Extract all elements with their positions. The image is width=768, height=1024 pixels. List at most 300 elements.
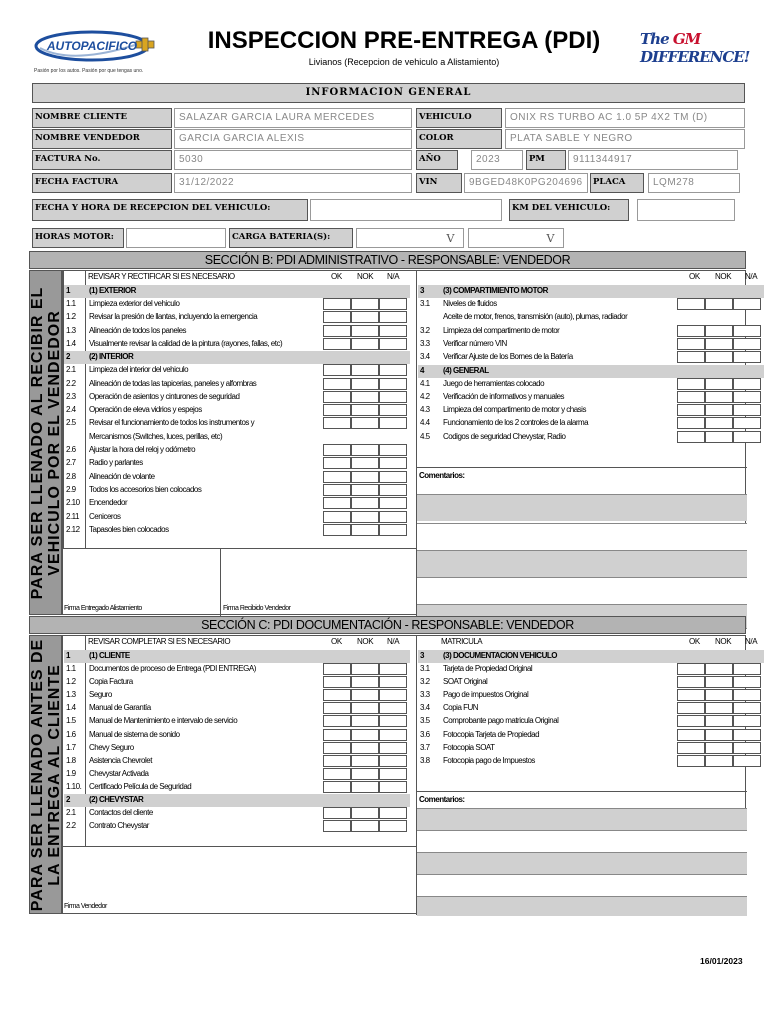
checkbox-ok[interactable] (323, 729, 351, 741)
item-label: Tarjeta de Propiedad Original (443, 664, 533, 673)
field-color[interactable]: PLATA SABLE Y NEGRO (505, 129, 745, 149)
checkbox-nok[interactable] (351, 768, 379, 780)
field-km[interactable] (637, 199, 735, 221)
field-bateria-1[interactable]: V (356, 228, 464, 248)
field-nombre-vendedor[interactable]: GARCIA GARCIA ALEXIS (174, 129, 412, 149)
column-header-ok: OK (331, 637, 342, 646)
item-number: 2.3 (66, 391, 76, 401)
checkbox-na[interactable] (379, 820, 407, 832)
comments-top-line (416, 467, 747, 468)
item-label: Copia FUN (443, 703, 479, 713)
item-label: Seguro (89, 690, 112, 700)
checkbox-na[interactable] (379, 715, 407, 727)
column-header-na: N/A (745, 637, 758, 646)
item-number: 3.3 (420, 690, 430, 700)
item-label: Radio y parlantes (89, 458, 143, 468)
checkbox-nok[interactable] (705, 325, 733, 337)
checkbox-ok[interactable] (677, 729, 705, 741)
comment-line[interactable] (417, 896, 747, 916)
item-label: Aceite de motor, frenos, transmisión (auto), plumas, radiador (443, 312, 628, 322)
field-bateria-2[interactable]: V (468, 228, 564, 248)
checkbox-ok[interactable] (677, 755, 705, 767)
checkbox-nok[interactable] (351, 311, 379, 323)
item-number: 4.3 (420, 405, 430, 415)
item-label: Limpieza del compartimento de motor (443, 325, 560, 335)
checkbox-ok[interactable] (323, 781, 351, 793)
checkbox-ok[interactable] (323, 524, 351, 536)
checkbox-na[interactable] (379, 497, 407, 509)
item-number: 1.8 (66, 755, 76, 765)
group-number: 4 (420, 365, 424, 375)
checkbox-na[interactable] (733, 351, 761, 363)
field-vin[interactable]: 9BGED48K0PG204696 (464, 173, 588, 193)
checkbox-na[interactable] (379, 755, 407, 767)
checkbox-na[interactable] (379, 729, 407, 741)
item-label: Alineación de volante (89, 471, 155, 481)
checkbox-na[interactable] (379, 404, 407, 416)
label-fecha-factura: FECHA FACTURA (32, 173, 172, 193)
item-number: 3.3 (420, 338, 430, 348)
group-title: (4) GENERAL (443, 365, 489, 375)
group-title: (1) CLIENTE (89, 651, 130, 660)
item-label: Contactos del cliente (89, 808, 153, 817)
label-carga-bateria: CARGA BATERIA(S): (229, 228, 353, 248)
checkbox-na[interactable] (379, 676, 407, 688)
group-title: (3) COMPARTIMIENTO MOTOR (443, 286, 548, 295)
item-label: Mercanismos (Switches, luces, perillas, etc) (89, 431, 223, 441)
checkbox-ok[interactable] (323, 364, 351, 376)
checkbox-nok[interactable] (705, 378, 733, 390)
checkbox-nok[interactable] (351, 755, 379, 767)
item-number: 1.5 (66, 716, 76, 726)
signature-alistamiento: Firma Entregado Alistamiento (64, 605, 142, 612)
field-fecha-factura[interactable]: 31/12/2022 (174, 173, 412, 193)
group-number: 3 (420, 286, 424, 295)
item-number: 2.1 (66, 365, 76, 375)
checkbox-na[interactable] (379, 444, 407, 456)
item-label: Fotocopia Tarjeta de Propiedad (443, 729, 540, 739)
instructions: REVISAR Y RECTIFICAR SI ES NECESARIO (88, 272, 235, 281)
item-number: 3.2 (420, 677, 430, 687)
checkbox-ok[interactable] (323, 457, 351, 469)
item-label: Visualmente revisar la calidad de la pintura (rayones, fallas, etc) (89, 338, 283, 348)
checkbox-na[interactable] (379, 311, 407, 323)
item-number: 1.3 (66, 325, 76, 335)
section-c-table (62, 635, 758, 914)
checkbox-na[interactable] (733, 417, 761, 429)
checkbox-nok[interactable] (351, 715, 379, 727)
item-number: 3.1 (420, 299, 430, 308)
item-label: Manual de Garantía (89, 703, 151, 713)
checkbox-ok[interactable] (323, 378, 351, 390)
checkbox-ok[interactable] (323, 807, 351, 819)
checkbox-na[interactable] (379, 378, 407, 390)
item-number: 1.10. (66, 781, 82, 791)
checkbox-ok[interactable] (323, 444, 351, 456)
divider (63, 271, 64, 548)
checkbox-nok[interactable] (351, 781, 379, 793)
item-label: Limpieza del interior del vehiculo (89, 365, 189, 375)
checkbox-na[interactable] (379, 689, 407, 701)
item-label: Funcionamiento de los 2 controles de la alarma (443, 418, 589, 428)
item-label: Documentos de proceso de Entrega (PDI ENTREGA) (89, 664, 256, 673)
checkbox-nok[interactable] (705, 663, 733, 675)
number-column-divider (85, 636, 86, 846)
item-label: Revisar la presión de llantas, incluyendo la emergencia (89, 312, 258, 322)
item-number: 2.6 (66, 445, 76, 454)
label-factura: FACTURA No. (32, 150, 172, 170)
checkbox-ok[interactable] (323, 298, 351, 310)
field-pm[interactable]: 9111344917 (568, 150, 738, 170)
checkbox-ok[interactable] (323, 484, 351, 496)
item-number: 4.4 (420, 418, 430, 428)
item-label: Copia Factura (89, 677, 133, 687)
checkbox-nok[interactable] (351, 338, 379, 350)
item-label: Verificación de informativos y manuales (443, 391, 565, 401)
checkbox-nok[interactable] (705, 689, 733, 701)
label-nombre-vendedor: NOMBRE VENDEDOR (32, 129, 172, 149)
checkbox-ok[interactable] (323, 311, 351, 323)
section-b-title: SECCIÓN B: PDI ADMINISTRATIVO - RESPONSABLE: VENDEDOR (29, 251, 746, 269)
item-number: 3.7 (420, 742, 430, 752)
checkbox-nok[interactable] (705, 351, 733, 363)
item-number: 2.9 (66, 484, 76, 494)
checkbox-nok[interactable] (351, 325, 379, 337)
signature-vendedor: Firma Recibido Vendedor (223, 605, 291, 612)
checkbox-nok[interactable] (705, 755, 733, 767)
checkbox-ok[interactable] (323, 663, 351, 675)
item-number: 3.4 (420, 703, 430, 713)
checkbox-ok[interactable] (323, 715, 351, 727)
checkbox-nok[interactable] (351, 298, 379, 310)
checkbox-ok[interactable] (323, 768, 351, 780)
item-number: 3.5 (420, 716, 430, 726)
item-label: SOAT Original (443, 677, 488, 687)
item-label: Certificado Película de Seguridad (89, 781, 192, 791)
checkbox-na[interactable] (379, 417, 407, 429)
checkbox-nok[interactable] (351, 524, 379, 536)
section-b-table (62, 270, 758, 615)
checkbox-ok[interactable] (677, 742, 705, 754)
checkbox-nok[interactable] (705, 391, 733, 403)
item-number: 4.1 (420, 378, 430, 388)
checkbox-na[interactable] (379, 768, 407, 780)
item-label: Tapasoles bien colocados (89, 524, 169, 534)
comments-label: Comentarios: (419, 795, 465, 804)
checkbox-nok[interactable] (351, 457, 379, 469)
field-vehiculo[interactable]: ONIX RS TURBO AC 1.0 5P 4X2 TM (D) (505, 108, 745, 128)
item-number: 3.8 (420, 755, 430, 765)
field-fecha-recepcion[interactable] (310, 199, 502, 221)
number-column-divider (85, 271, 86, 548)
checkbox-na[interactable] (379, 364, 407, 376)
item-label: Pago de impuestos Original (443, 690, 529, 700)
checkbox-nok[interactable] (705, 417, 733, 429)
label-nombre-cliente: NOMBRE CLIENTE (32, 108, 172, 128)
item-label: Ceniceros (89, 511, 121, 521)
item-label: Fotocopia SOAT (443, 742, 495, 752)
checkbox-nok[interactable] (705, 676, 733, 688)
checkbox-na[interactable] (379, 391, 407, 403)
checkbox-ok[interactable] (323, 676, 351, 688)
item-number: 2.10 (66, 498, 80, 508)
checkbox-na[interactable] (733, 755, 761, 767)
item-label: Juego de herramientas colocado (443, 378, 545, 388)
gm-difference-logo: The GM DIFFERENCE! (640, 30, 750, 66)
item-number: 3.6 (420, 729, 430, 739)
item-number: 3.2 (420, 325, 430, 335)
item-label: Encendedor (89, 498, 128, 508)
item-label: Ajustar la hora del reloj y odómetro (89, 445, 196, 454)
checkbox-nok[interactable] (351, 497, 379, 509)
checkbox-nok[interactable] (351, 444, 379, 456)
item-number: 4.5 (420, 431, 430, 441)
comment-line[interactable] (417, 808, 747, 831)
checkbox-ok[interactable] (677, 298, 705, 310)
checkbox-na[interactable] (733, 378, 761, 390)
checkbox-ok[interactable] (677, 417, 705, 429)
item-label: Niveles de fluidos (443, 299, 497, 308)
section-c-side-label: PARA SER LLENADO ANTES DE LA ENTREGA AL CLIENTE (29, 635, 62, 914)
checkbox-na[interactable] (379, 807, 407, 819)
comment-line[interactable] (417, 874, 747, 897)
item-number: 1.1 (66, 664, 76, 673)
field-nombre-cliente[interactable]: SALAZAR GARCIA LAURA MERCEDES (174, 108, 412, 128)
page-subtitle: Livianos (Recepcion de vehiculo a Alistamiento) (308, 57, 500, 67)
signature-top-line (63, 846, 416, 847)
item-label: Limpieza del compartimento de motor y chasis (443, 405, 586, 415)
checkbox-nok[interactable] (705, 431, 733, 443)
checkbox-na[interactable] (379, 471, 407, 483)
checkbox-na[interactable] (733, 742, 761, 754)
checkbox-na[interactable] (379, 511, 407, 523)
item-label: Verificar número VIN (443, 338, 507, 348)
checkbox-ok[interactable] (323, 325, 351, 337)
item-number: 3.4 (420, 352, 430, 362)
checkbox-ok[interactable] (323, 820, 351, 832)
comments-top-line (416, 791, 747, 792)
checkbox-ok[interactable] (677, 391, 705, 403)
checkbox-nok[interactable] (705, 715, 733, 727)
checkbox-ok[interactable] (323, 742, 351, 754)
checkbox-nok[interactable] (351, 820, 379, 832)
checkbox-ok[interactable] (323, 404, 351, 416)
checkbox-nok[interactable] (351, 378, 379, 390)
label-pm: PM (526, 150, 566, 170)
item-label: Alineación de todos los paneles (89, 325, 187, 335)
label-anio: AÑO (416, 150, 458, 170)
comment-line[interactable] (417, 494, 747, 521)
item-label: Chevystar Activada (89, 768, 149, 778)
item-number: 2.2 (66, 378, 76, 388)
checkbox-na[interactable] (379, 298, 407, 310)
checkbox-nok[interactable] (351, 742, 379, 754)
group-number: 1 (66, 651, 70, 660)
checkbox-na[interactable] (733, 676, 761, 688)
item-label: Revisar el funcionamiento de todos los instrumentos y (89, 418, 255, 428)
checkbox-na[interactable] (379, 484, 407, 496)
checkbox-nok[interactable] (351, 702, 379, 714)
checkbox-ok[interactable] (323, 497, 351, 509)
label-fecha-recepcion: FECHA Y HORA DE RECEPCION DEL VEHICULO: (32, 199, 308, 221)
item-number: 1.4 (66, 703, 76, 713)
checkbox-na[interactable] (733, 338, 761, 350)
slogan: Pasión por los autos. Pasión por que tengas uno. (34, 68, 144, 74)
checkbox-ok[interactable] (323, 391, 351, 403)
group-title: (3) DOCUMENTACION VEHICULO (443, 651, 557, 660)
column-header-ok: OK (331, 272, 342, 281)
label-km: KM DEL VEHICULO: (509, 199, 629, 221)
checkbox-nok[interactable] (351, 807, 379, 819)
column-header-ok: OK (689, 637, 700, 646)
item-label: Chevy Seguro (89, 742, 134, 752)
item-label: Operación de eleva vidrios y espejos (89, 405, 202, 415)
checkbox-na[interactable] (379, 742, 407, 754)
label-placa: PLACA (590, 173, 644, 193)
checkbox-ok[interactable] (323, 511, 351, 523)
comment-line[interactable] (417, 550, 747, 577)
checkbox-nok[interactable] (705, 702, 733, 714)
checkbox-nok[interactable] (351, 676, 379, 688)
checkbox-nok[interactable] (351, 511, 379, 523)
item-label: Manual de Mantenimiento e intervalo de servicio (89, 716, 238, 726)
item-number: 2.4 (66, 405, 76, 415)
checkbox-ok[interactable] (677, 378, 705, 390)
checkbox-na[interactable] (733, 702, 761, 714)
item-label: Manual de sistema de sonido (89, 729, 180, 739)
checkbox-nok[interactable] (351, 417, 379, 429)
checkbox-ok[interactable] (677, 676, 705, 688)
checkbox-na[interactable] (733, 391, 761, 403)
item-label: Fotocopia pago de Impuestos (443, 755, 535, 765)
item-number: 1.1 (66, 299, 76, 308)
item-number: 1.6 (66, 729, 76, 739)
checkbox-na[interactable] (733, 404, 761, 416)
column-header-ok: OK (689, 272, 700, 281)
item-number: 1.2 (66, 677, 76, 687)
checkbox-nok[interactable] (351, 729, 379, 741)
checkbox-na[interactable] (733, 715, 761, 727)
column-header-na: N/A (387, 272, 400, 281)
checkbox-na[interactable] (379, 781, 407, 793)
item-label: Alineación de todas las tapicerias, paneles y alfombras (89, 378, 257, 388)
checkbox-ok[interactable] (677, 431, 705, 443)
item-number: 2.12 (66, 524, 80, 534)
checkbox-ok[interactable] (677, 702, 705, 714)
comment-line[interactable] (417, 830, 747, 853)
signature-divider (220, 548, 221, 616)
checkbox-na[interactable] (733, 689, 761, 701)
checkbox-ok[interactable] (677, 338, 705, 350)
general-info-heading: INFORMACION GENERAL (32, 83, 745, 103)
checkbox-nok[interactable] (351, 404, 379, 416)
checkbox-ok[interactable] (323, 755, 351, 767)
checkbox-na[interactable] (733, 729, 761, 741)
comment-line[interactable] (417, 523, 747, 550)
checkbox-nok[interactable] (351, 689, 379, 701)
group-number: 1 (66, 286, 70, 295)
field-factura[interactable]: 5030 (174, 150, 412, 170)
item-label: Contrato Chevystar (89, 821, 149, 831)
checkbox-ok[interactable] (677, 404, 705, 416)
checkbox-nok[interactable] (705, 404, 733, 416)
checkbox-nok[interactable] (351, 364, 379, 376)
autopacifico-logo (34, 28, 160, 64)
item-label: Todos los accesorios bien colocados (89, 484, 202, 494)
page-title: INSPECCION PRE-ENTREGA (PDI) (207, 27, 601, 54)
label-horas-motor: HORAS MOTOR: (32, 228, 124, 248)
checkbox-na[interactable] (733, 663, 761, 675)
checkbox-na[interactable] (379, 702, 407, 714)
checkbox-na[interactable] (733, 298, 761, 310)
checkbox-nok[interactable] (705, 729, 733, 741)
column-header-nok: NOK (357, 637, 374, 646)
checkbox-na[interactable] (379, 338, 407, 350)
item-number: 2.11 (66, 511, 79, 521)
checkbox-ok[interactable] (323, 338, 351, 350)
checkbox-nok[interactable] (351, 663, 379, 675)
checkbox-na[interactable] (733, 431, 761, 443)
checkbox-ok[interactable] (323, 417, 351, 429)
footer-date: 16/01/2023 (700, 956, 743, 966)
item-number: 3.1 (420, 664, 430, 673)
field-anio[interactable]: 2023 (471, 150, 523, 170)
checkbox-na[interactable] (379, 457, 407, 469)
label-vin: VIN (416, 173, 462, 193)
item-label: Limpieza exterior del vehiculo (89, 299, 180, 308)
checkbox-ok[interactable] (677, 689, 705, 701)
checkbox-nok[interactable] (351, 484, 379, 496)
checkbox-na[interactable] (379, 524, 407, 536)
checkbox-ok[interactable] (677, 351, 705, 363)
column-header-na: N/A (387, 637, 400, 646)
checkbox-ok[interactable] (677, 715, 705, 727)
checkbox-na[interactable] (733, 325, 761, 337)
signature-top-line (63, 548, 416, 549)
checkbox-ok[interactable] (323, 702, 351, 714)
field-horas-motor[interactable] (126, 228, 226, 248)
item-label: Asistencia Chevrolet (89, 755, 152, 765)
checkbox-nok[interactable] (351, 391, 379, 403)
field-placa[interactable]: LQM278 (648, 173, 740, 193)
item-number: 1.7 (66, 742, 76, 752)
item-number: 2.8 (66, 471, 76, 481)
comment-line[interactable] (417, 852, 747, 875)
group-title: (2) INTERIOR (89, 352, 134, 362)
checkbox-ok[interactable] (323, 471, 351, 483)
comment-line[interactable] (417, 577, 747, 604)
checkbox-na[interactable] (379, 663, 407, 675)
checkbox-nok[interactable] (705, 742, 733, 754)
item-number: 2.2 (66, 821, 76, 831)
checkbox-na[interactable] (379, 325, 407, 337)
checkbox-ok[interactable] (323, 689, 351, 701)
checkbox-ok[interactable] (677, 325, 705, 337)
brand-text: AUTOPACIFICO (46, 39, 138, 53)
checkbox-nok[interactable] (705, 338, 733, 350)
checkbox-ok[interactable] (677, 663, 705, 675)
item-number: 1.9 (66, 768, 76, 778)
signature-vendedor: Firma Vendedor (64, 903, 107, 910)
instructions-right: MATRICULA (441, 637, 483, 646)
checkbox-nok[interactable] (351, 471, 379, 483)
item-number: 2.7 (66, 458, 76, 468)
column-header-nok: NOK (357, 272, 374, 281)
item-number: 2.1 (66, 808, 76, 817)
checkbox-nok[interactable] (705, 298, 733, 310)
item-number: 2.5 (66, 418, 76, 428)
item-label: Codigos de seguridad Chevystar, Radio (443, 431, 566, 441)
